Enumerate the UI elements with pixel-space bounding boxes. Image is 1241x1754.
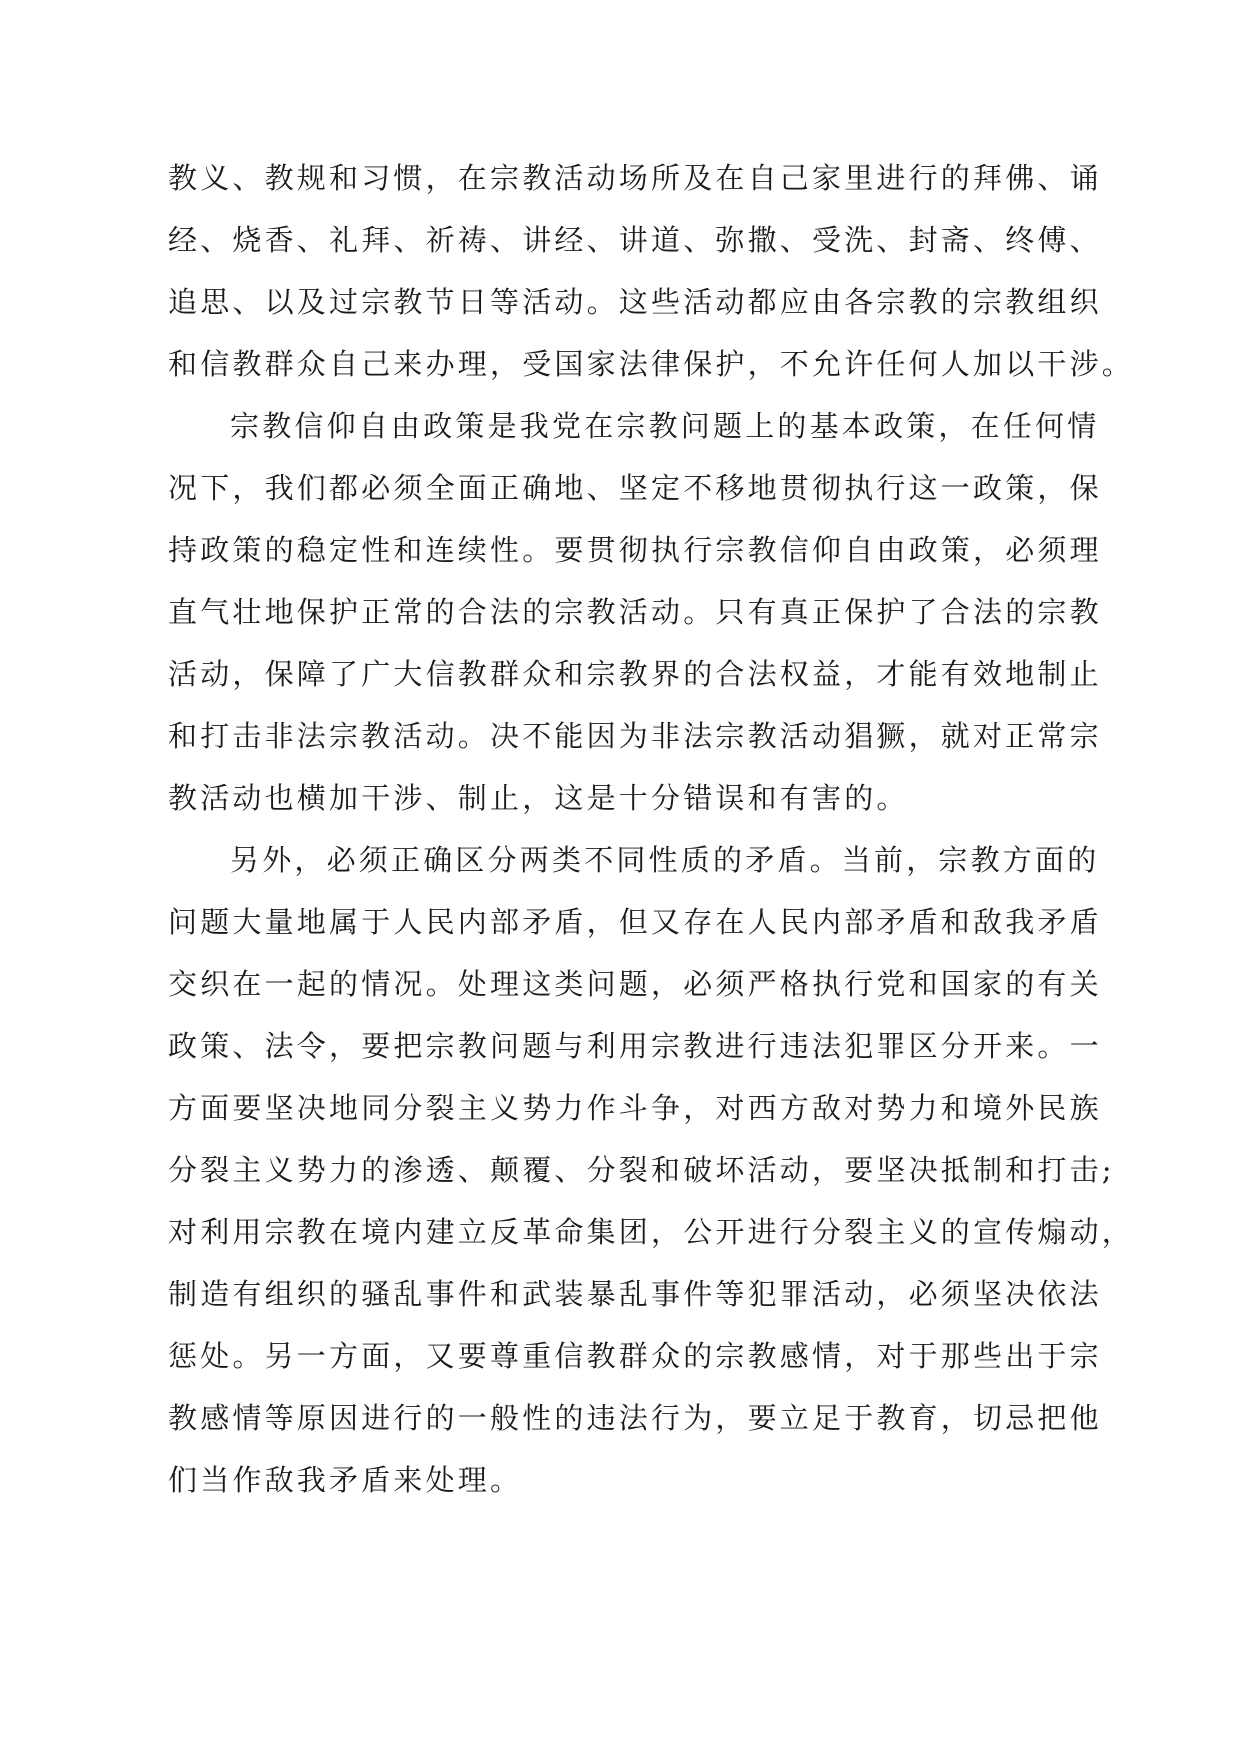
text-line: 况下，我们都必须全面正确地、坚定不移地贯彻执行这一政策，保 (168, 471, 1102, 505)
text-line: 方面要坚决地同分裂主义势力作斗争，对西方敌对势力和境外民族 (168, 1091, 1102, 1125)
text-line: 经、烧香、礼拜、祈祷、讲经、讲道、弥撒、受洗、封斋、终傅、 (168, 223, 1102, 257)
body-text (168, 147, 1135, 1511)
text-line: 政策、法令，要把宗教问题与利用宗教进行违法犯罪区分开来。一 (168, 1029, 1102, 1063)
paragraph-first-line: 另外，必须正确区分两类不同性质的矛盾。当前，宗教方面的 (230, 843, 1100, 877)
text-line: 追思、以及过宗教节日等活动。这些活动都应由各宗教的宗教组织 (168, 285, 1102, 319)
text-line: 交织在一起的情况。处理这类问题，必须严格执行党和国家的有关 (168, 967, 1102, 1001)
paragraph-first-line: 宗教信仰自由政策是我党在宗教问题上的基本政策，在任何情 (230, 409, 1100, 443)
text-line: 分裂主义势力的渗透、颠覆、分裂和破坏活动，要坚决抵制和打击; (168, 1153, 1115, 1187)
text-line: 们当作敌我矛盾来处理。 (168, 1463, 523, 1497)
text-line: 持政策的稳定性和连续性。要贯彻执行宗教信仰自由政策，必须理 (168, 533, 1102, 567)
text-line: 惩处。另一方面，又要尊重信教群众的宗教感情，对于那些出于宗 (168, 1339, 1102, 1373)
text-line: 对利用宗教在境内建立反革命集团，公开进行分裂主义的宣传煽动， (168, 1215, 1135, 1249)
text-line: 教活动也横加干涉、制止，这是十分错误和有害的。 (168, 781, 909, 815)
text-line: 教感情等原因进行的一般性的违法行为，要立足于教育，切忌把他 (168, 1401, 1102, 1435)
text-line: 问题大量地属于人民内部矛盾，但又存在人民内部矛盾和敌我矛盾 (168, 905, 1102, 939)
text-line: 教义、教规和习惯，在宗教活动场所及在自己家里进行的拜佛、诵 (168, 161, 1102, 195)
text-line: 和打击非法宗教活动。决不能因为非法宗教活动猖獗，就对正常宗 (168, 719, 1102, 753)
text-line: 和信教群众自己来办理，受国家法律保护，不允许任何人加以干涉。 (168, 347, 1135, 381)
text-line: 制造有组织的骚乱事件和武装暴乱事件等犯罪活动，必须坚决依法 (168, 1277, 1102, 1311)
text-line: 直气壮地保护正常的合法的宗教活动。只有真正保护了合法的宗教 (168, 595, 1102, 629)
text-line: 活动，保障了广大信教群众和宗教界的合法权益，才能有效地制止 (168, 657, 1102, 691)
